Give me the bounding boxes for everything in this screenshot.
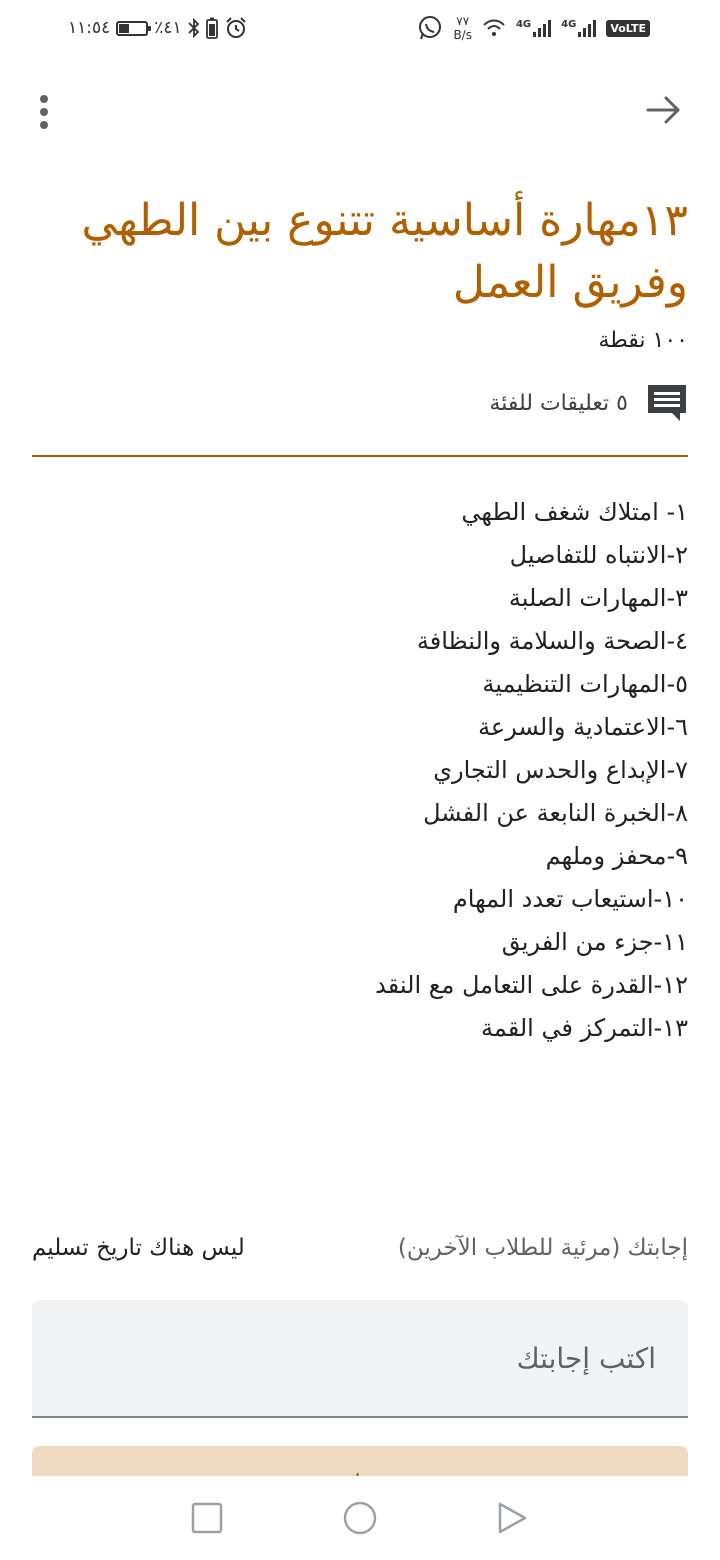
system-nav-bar [0, 1476, 720, 1560]
list-item: ٨-الخبرة النابعة عن الفشل [423, 799, 688, 827]
arrow-right-icon[interactable] [644, 90, 684, 130]
comments-label: ٥ تعليقات للفئة [489, 390, 628, 416]
signal-2 [561, 19, 596, 37]
list-item: ١- امتلاك شغف الطهي [461, 498, 688, 526]
list-item: ٩-محفز وملهم [545, 842, 688, 870]
recent-apps-button[interactable] [185, 1496, 229, 1540]
comment-icon [646, 383, 688, 423]
status-bar [0, 0, 720, 56]
answer-header [32, 1228, 688, 1268]
more-vert-icon[interactable] [28, 92, 60, 132]
whatsapp-icon [417, 15, 443, 41]
signal-bars-icon [578, 19, 596, 37]
network-2-label: 4G [561, 19, 577, 30]
signal-bars-icon [533, 19, 551, 37]
net-speed-unit: B/s [453, 28, 472, 42]
status-time: ١١:٥٤ [68, 18, 111, 38]
status-left [68, 14, 248, 42]
post-points: ١٠٠ نقطة [598, 328, 688, 353]
list-item: ٤-الصحة والسلامة والنظافة [416, 627, 688, 655]
volte-badge: VoLTE [606, 20, 650, 37]
answer-input[interactable] [32, 1300, 688, 1418]
bluetooth-icon [188, 18, 200, 38]
signal-1 [516, 19, 551, 37]
list-item: ١٢-القدرة على التعامل مع النقد [375, 971, 688, 999]
net-speed-value: ٧٧ [456, 14, 470, 28]
status-right [417, 12, 650, 44]
back-button[interactable] [490, 1496, 534, 1540]
answer-label: إجابتك (مرئية للطلاب الآخرين) [397, 1235, 688, 1261]
wifi-icon [482, 18, 506, 38]
class-comments-link[interactable] [32, 383, 688, 423]
circle-icon [342, 1500, 378, 1536]
net-speed [453, 14, 472, 42]
list-item: ١١-جزء من الفريق [501, 928, 688, 956]
app-bar [0, 80, 720, 140]
home-button[interactable] [338, 1496, 382, 1540]
list-item: ٧-الإبداع والحدس التجاري [433, 756, 688, 784]
list-item: ٢-الانتباه للتفاصيل [509, 541, 688, 569]
post-content [32, 190, 688, 1050]
battery-icon [116, 21, 148, 36]
network-1-label: 4G [515, 19, 532, 30]
list-item: ٥-المهارات التنظيمية [482, 670, 688, 698]
list-item: ١٣-التمركز في القمة [480, 1014, 688, 1042]
vibrate-battery-icon [206, 17, 218, 39]
divider [32, 455, 688, 457]
list-item: ٣-المهارات الصلبة [508, 584, 688, 612]
alarm-icon [224, 16, 248, 40]
battery-percent: ٪٤١ [154, 18, 182, 38]
skills-list [32, 491, 688, 1050]
list-item: ١٠-استيعاب تعدد المهام [452, 885, 688, 913]
triangle-icon [496, 1501, 528, 1535]
square-icon [191, 1502, 223, 1534]
due-date: ليس هناك تاريخ تسليم [32, 1235, 245, 1261]
post-title: ١٣مهارة أساسية تتنوع بين الطهي وفريق العمل [81, 195, 688, 308]
list-item: ٦-الاعتمادية والسرعة [478, 713, 688, 741]
